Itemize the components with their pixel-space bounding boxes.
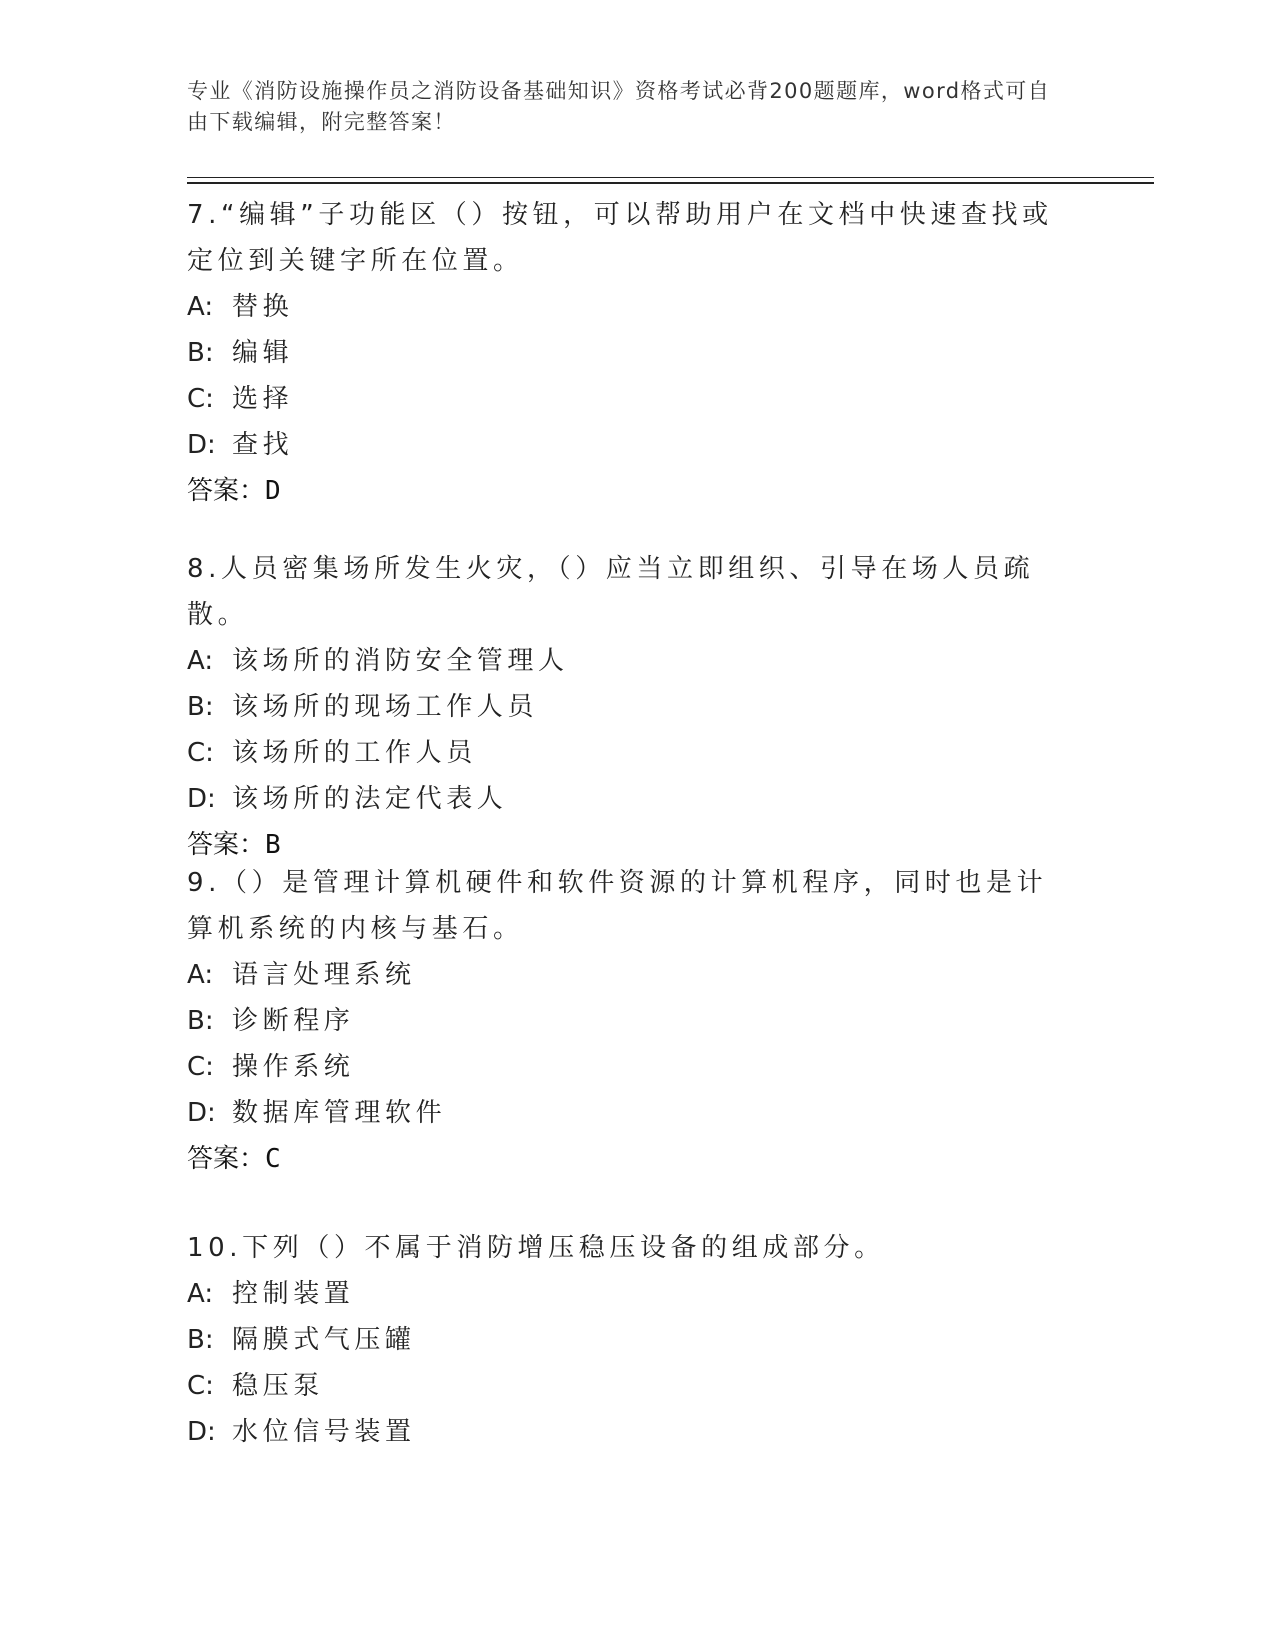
answer-value: B [265, 830, 281, 860]
option-text: 选择 [232, 384, 294, 414]
option-key: B: [187, 338, 214, 368]
option-key: D: [187, 1098, 216, 1128]
option-a [187, 638, 1067, 684]
option-text: 数据库管理软件 [232, 1098, 447, 1128]
header-divider-thick [187, 182, 1154, 184]
option-key: A: [187, 646, 214, 676]
option-key: D: [187, 430, 216, 460]
option-key: A: [187, 292, 214, 322]
answer-value: C [265, 1144, 281, 1174]
option-key: B: [187, 692, 214, 722]
option-d [187, 1409, 1067, 1455]
question-block-10 [187, 1225, 1067, 1455]
question-block-9 [187, 860, 1067, 1182]
question-text: 9.（）是管理计算机硬件和软件资源的计算机程序，同时也是计算机系统的内核与基石。 [187, 868, 1048, 944]
option-key: B: [187, 1006, 214, 1036]
option-a [187, 952, 1067, 998]
option-text: 稳压泵 [232, 1371, 324, 1401]
option-text: 操作系统 [232, 1052, 355, 1082]
option-c [187, 1044, 1067, 1090]
answer-label: 答案： [187, 1144, 266, 1174]
option-d [187, 776, 1067, 822]
header-divider-thin [187, 177, 1154, 178]
option-text: 隔膜式气压罐 [232, 1325, 416, 1355]
option-key: B: [187, 1325, 214, 1355]
option-key: C: [187, 1371, 214, 1401]
question-text: 10.下列（）不属于消防增压稳压设备的组成部分。 [187, 1233, 885, 1263]
option-text: 水位信号装置 [232, 1417, 416, 1447]
option-key: A: [187, 960, 214, 990]
option-b [187, 998, 1067, 1044]
option-text: 该场所的消防安全管理人 [232, 646, 569, 676]
option-text: 该场所的现场工作人员 [232, 692, 539, 722]
option-b [187, 1317, 1067, 1363]
option-a [187, 1271, 1067, 1317]
question-text: 8.人员密集场所发生火灾，（）应当立即组织、引导在场人员疏散。 [187, 554, 1035, 630]
option-b [187, 330, 1067, 376]
question-block-8 [187, 546, 1067, 868]
option-key: A: [187, 1279, 214, 1309]
option-text: 查找 [232, 430, 294, 460]
option-key: D: [187, 1417, 216, 1447]
question-block-7 [187, 192, 1067, 514]
option-c [187, 1363, 1067, 1409]
option-key: D: [187, 784, 216, 814]
option-key: C: [187, 384, 214, 414]
option-text: 该场所的法定代表人 [232, 784, 508, 814]
option-text: 替换 [232, 292, 294, 322]
option-key: C: [187, 738, 214, 768]
answer-line [187, 468, 1067, 514]
option-text: 控制装置 [232, 1279, 355, 1309]
option-key: C: [187, 1052, 214, 1082]
answer-label: 答案： [187, 830, 266, 860]
question-text: 7.“编辑”子功能区（）按钮，可以帮助用户在文档中快速查找或定位到关键字所在位置。 [187, 200, 1053, 276]
option-c [187, 730, 1067, 776]
option-d [187, 422, 1067, 468]
option-b [187, 684, 1067, 730]
option-text: 语言处理系统 [232, 960, 416, 990]
option-text: 诊断程序 [232, 1006, 355, 1036]
answer-line [187, 1136, 1067, 1182]
option-a [187, 284, 1067, 330]
option-text: 该场所的工作人员 [232, 738, 477, 768]
answer-value: D [265, 476, 281, 506]
document-header: 专业《消防设施操作员之消防设备基础知识》资格考试必背200题题库，word格式可自由下载编辑，附完整答案！ [187, 79, 1051, 134]
option-c [187, 376, 1067, 422]
option-d [187, 1090, 1067, 1136]
answer-label: 答案： [187, 476, 266, 506]
option-text: 编辑 [232, 338, 294, 368]
